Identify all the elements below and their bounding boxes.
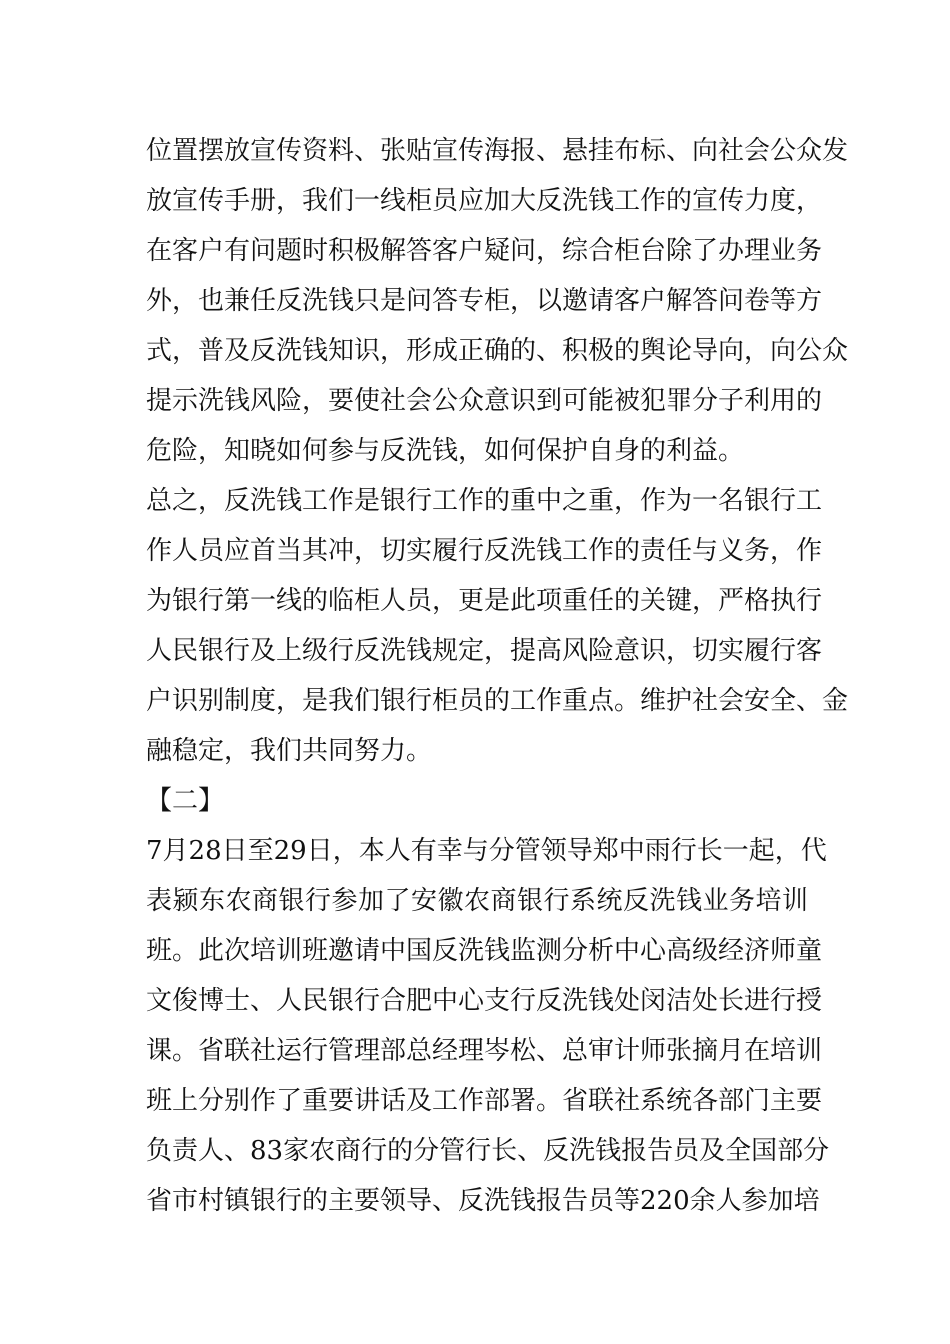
paragraph-1-line: 提示洗钱风险，要使社会公众意识到可能被犯罪分子利用的 [146, 386, 823, 416]
paragraph-1-line: 放宣传手册，我们一线柜员应加大反洗钱工作的宣传力度， [146, 186, 823, 216]
paragraph-3-line: 班。此次培训班邀请中国反洗钱监测分析中心高级经济师童 [146, 936, 823, 966]
paragraph-2-line: 户识别制度，是我们银行柜员的工作重点。维护社会安全、金 [146, 686, 849, 716]
paragraph-1-line: 危险，知晓如何参与反洗钱，如何保护自身的利益。 [146, 436, 745, 466]
paragraph-2-line: 人民银行及上级行反洗钱规定，提高风险意识，切实履行客 [146, 636, 823, 666]
paragraph-1-line: 在客户有问题时积极解答客户疑问，综合柜台除了办理业务 [146, 236, 823, 266]
paragraph-1-line: 外，也兼任反洗钱只是问答专柜，以邀请客户解答问卷等方 [146, 286, 823, 316]
paragraph-2-line: 为银行第一线的临柜人员，更是此项重任的关键，严格执行 [146, 586, 823, 616]
paragraph-1-line: 位置摆放宣传资料、张贴宣传海报、悬挂布标、向社会公众发 [146, 136, 849, 166]
paragraph-3-line: 7月28日至29日，本人有幸与分管领导郑中雨行长一起，代 [146, 836, 827, 866]
paragraph-3-line: 表颍东农商银行参加了安徽农商银行系统反洗钱业务培训 [146, 886, 808, 916]
paragraph-3-line: 课。省联社运行管理部总经理岑松、总审计师张摘月在培训 [146, 1036, 823, 1066]
paragraph-1-line: 式，普及反洗钱知识，形成正确的、积极的舆论导向，向公众 [146, 336, 849, 366]
paragraph-3-line: 省市村镇银行的主要领导、反洗钱报告员等220余人参加培 [146, 1186, 820, 1216]
paragraph-2-line: 融稳定，我们共同努力。 [146, 736, 433, 766]
paragraph-2-line: 总之，反洗钱工作是银行工作的重中之重，作为一名银行工 [146, 486, 823, 516]
paragraph-3-line: 文俊博士、人民银行合肥中心支行反洗钱处闵洁处长进行授 [146, 986, 823, 1016]
paragraph-3-line: 负责人、83家农商行的分管行长、反洗钱报告员及全国部分 [146, 1136, 830, 1166]
paragraph-3-line: 班上分别作了重要讲话及工作部署。省联社系统各部门主要 [146, 1086, 823, 1116]
section-heading: 【二】 [146, 786, 225, 816]
paragraph-2-line: 作人员应首当其冲，切实履行反洗钱工作的责任与义务，作 [146, 536, 823, 566]
